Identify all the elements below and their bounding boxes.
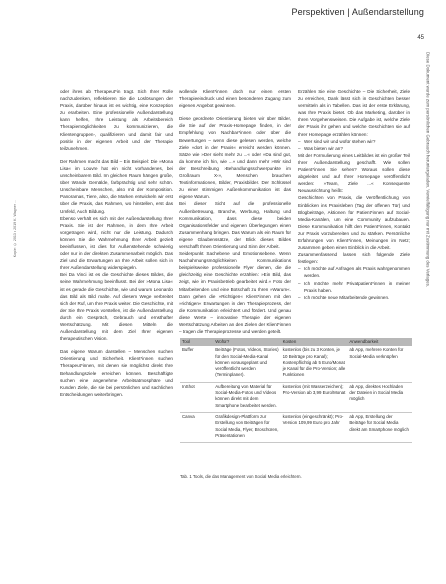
list-item: – Ich möchte neue Mitarbeitende gewinnen.	[298, 294, 410, 301]
paragraph: wollende Klient*innen doch nur einen ersten Therapieeindruck und einen besonderen Zugang zum eigenen Angebot gewinnen.	[179, 89, 291, 109]
list-item: – Wer sind wir und wofür stehen wir?	[298, 138, 410, 145]
paragraph: Diese geordnete Orientierung bieten wir über Bilder, die Sie auf der Praxis-Homepage finden, in der Empfehlung von Nachbar*innen oder über die Bewertungen – wenn diese gelesen werden, welche Ziele »dort in der Praxis« erreicht werden können. Sätze wie »Der sieht mehr zu ...« oder »Da sind gut, da komme ich hin, wie ...« und dann mehr »Wir sind der Beschreibung ›Behandlungsschwerpunkte im Großraum X‹«, Menschen brauchen Textinformationen, Bilder, Praxisbilder. Der Schlüssel zu einer stimmigen Außenkommunikation ist das eigene Warum.	[179, 116, 291, 200]
left-margin-note	[13, 200, 23, 560]
table-cell: Grafikdesign-Plattform zur Erstellung von Beiträgen für Social Media, Flyer, Broschüren, Präsentationen	[213, 412, 280, 442]
paragraph: Ebenso verhält es sich mit der Außendarstellung Ihrer Praxis. Sie ist der Rahmen, in dem Ihre Arbeit vorgetragen wird, nicht nur die Leistung. Dadurch können Sie die Wahrnehmung Ihrer Arbeit gezielt beeinflussen, ist dies für Außenstehende schwierig oder nur in der direkten Zusammenarbeit möglich. Das Ziel und die Erwartungen an Ihre Arbeit sollen sich in Ihrer Außendarstellung widerspiegeln.	[60, 215, 173, 271]
paragraph: Der Rahmen macht das Bild – Ein Beispiel: Die »Mona Lisa« im Louvre hat ein nicht vorhandenes, bei unscheinbarem Bild. Im gleichen Raum hängen große, über Wände Gemälde, farbprächtig und sehr schön. Unscheinbare Menschen, also mit der Komposition. Panoramas, Tiere, also, die Marken entwickeln wir erst über die Praxis, das Rahmen, wo hinstellen, erst das Umfeld, Auch Bildung.	[60, 158, 173, 214]
left-column	[60, 88, 173, 398]
table-cell: ab App, mehrere Konten für Social-Media verknüpfen	[347, 346, 412, 382]
paragraph: Bei dieser Sicht auf die professionelle Außenbetreuung, Branche, Werbung, Haltung und Kommunikation, dass diese beiden Organisationsfelder und eigenen Überlegungen einen Zusammenhang bringen. Das Warum als ein Raum für eigene Glaubenssätze, der Blick dieses Bildes verschafft Ihnen Orientierung und Sinn der Arbeit.	[179, 201, 291, 249]
table-caption: Tab. 1 Tools, die das Management von Social Media erleichtern.	[180, 474, 302, 479]
table-cell: Beiträge (Fotos, Videos, Stories) für den Social-Media-Kanal können vorausgeplant und veröffentlicht werden (Terminplaner).	[213, 346, 280, 382]
right-margin-note	[424, 52, 436, 522]
paragraph: Geschichten von Praxis, die Veröffentlichung von Einblicken ins Praxisleben (Tag der offenen Tür) und Blogbeiträge, Aktionen für Patient*innen auf Social-Media-Kanälen, um eine Community aufzubauen. Diese Kommunikation hilft den Patient*innen, Kontakt zur Praxis vorzubereiten und zu stärken. Persönliche Erfahrungen von Klient*innen, Meinungen im Netz; zusammen geben einen Einblick in die Arbeit.	[298, 195, 410, 251]
table-row	[180, 412, 412, 442]
page-number: 45	[417, 35, 424, 41]
paragraph: Seiderpunkt Sachebene und Emotionsebene. Wenn Nachahmungsmöglichkeiten Kommunikations beispielsweise professionelle Flyer dienen, die die gleichzeitig eine Geschichte erzählen: »Ein Bild, das zeigt, wie im Praxisbetrieb gearbeitet wird.« Foto der Mitarbeitenden und eine Botschaft zu Ihren »Warum«. Dann gehen die »Richtigen« Klient*innen mit den »richtigen« Erwartungen in den Therapieprozess, der die Kommunikation erleichtert und fördert. Und genau diese Werte – innovative Therapie der eigenen Wertschätzung Arbeiten an den Zielen der Klient*innen – tragen die Therapieprozesse und werden geteilt.	[179, 251, 291, 335]
table-cell: Aufbereitung von Material für Social-Media-Fotos und Videos können direkt mit dem Smartphone bearbeitet werden.	[213, 382, 280, 412]
table-cell: InShot	[180, 382, 213, 412]
tools-table	[180, 338, 412, 443]
paragraph: Mit der Formulierung eines Leitbildes ist ein großer Teil Ihrer Außendarstellung geschafft. Wie sollen Patient*innen Sie sehen? Woraus sollen diese abgeleitet und auf Ihrer Homepage veröffentlicht werden: »Team, Ziele ...« Konsequente Neuausrichtung heißt:	[298, 152, 410, 194]
right-note-text: Diese Dokument wurde zum persönlichen Gebrauch heruntergeladen. Vervielfältigung nur mit Zustimmung des Verlages.	[425, 52, 431, 288]
column-header: Kosten	[281, 338, 348, 346]
paragraph: Zusammenfassend lassen sich folgende Ziele festlegen:	[298, 252, 410, 265]
middle-column	[179, 88, 291, 335]
list-item: – Ich möchte auf Anfragen als Praxis wahrgenommen werden.	[298, 265, 410, 279]
right-column	[298, 88, 410, 301]
column-header: Wofür?	[213, 338, 280, 346]
table-row	[180, 346, 412, 382]
column-header: Anwendbarkeit	[347, 338, 412, 346]
table-cell: kostenlos (eingeschränkt); Pro-Version 109,99 Euro pro Jahr	[281, 412, 348, 442]
paragraph: Erzählen Sie eine Geschichte – Die Sicherheit, Ziele zu erreichen, Dank lässt sich in Geschichten besser vermitteln als in Tabellen. Das ist der erste Erklärung, was Ihre Praxis bietet. Ob das Marketing, darüber in Ihren Vorgehensweisen. Die Aufgabe ist, welche Ziele der Praxis ihr gehen und welche Geschichten sie auf Ihrer Homepage erzählen können:	[298, 89, 410, 137]
paragraph: Das eigene Warum darstellen – Menschen suchen Orientierung und Sicherheit. Klient*innen suchen Therapeut*innen, mit denen sie möglichst direkt Ihre Behandlungsziele erreichen können. Beschäftigte suchen eine angenehme Arbeitsatmosphäre und Kunden Ziele, die sie bei persönlichen und sachlichen Entscheidungen weiterbringen.	[60, 349, 173, 397]
table-cell: Buffer	[180, 346, 213, 382]
header-title: Perspektiven | Außendarstellung	[291, 7, 424, 17]
table-cell: Canva	[180, 412, 213, 442]
table-header-row	[180, 338, 412, 346]
paragraph: oder ihres ab Therapeut*in tragt. Sich Ihrer Rolle nachzudenken, reflektieren Sie die Loslösungen der Praxis, darüber hinaus ist es wichtig, eine Konzeption zu erarbeiten. Eine professionelle Außendarstellung kann helfen, Ihre Leistung als Arbeitsbereich Therapiemöglichkeiten zu kommunizieren, die Klientengruppen-, qualifizieren und damit fair und positiv in der eigenen Arbeit und der Therapie teilzunehmen.	[60, 89, 173, 151]
list-item: – Was bieten wir an?	[298, 145, 410, 152]
table-row	[180, 382, 412, 412]
side-note-text: Kopie: © 2013 • 2019 K. Wagner ...	[13, 200, 17, 258]
table-cell: kostenlos (bis zu 3 Konten, je 10 Beiträge pro Kanal); Kostenpflichtig ab 5 Euro/Monat je Kanal für die Pro-Version; alle Funktionen	[281, 346, 348, 382]
column-header: Tool	[180, 338, 213, 346]
bullet-list	[298, 138, 410, 152]
paragraph: Bei Da Vinci ist es die Geschichte dieses Bildes, die seine Wahrnehmung beeinflusst. Bei der »Mona Lisa« ist es gerade die Geschichte, wie und warum Leonardo das Bild als Bild malte. Auf diesem Wege verbreitet sich der Ruf, um Ihre Praxis weiter. Die Geschichte, mit der Sie Ihre Praxis vorstellen, ist die Außendarstellung durch ein Gespräch, Gebrauch und ernsthafter Wertschätzung. Mit diesen Mitteln die Außendarstellung mit dem Ziel Ihrer eigenen therapeutischen Vision.	[60, 272, 173, 342]
page-header	[0, 0, 446, 22]
table-cell: ab App, direktes Hochladen der Dateien in Social Media möglich	[347, 382, 412, 412]
list-item: – Ich möchte mehr Privatpatient*innen in meiner Praxis haben.	[298, 280, 410, 294]
bullet-list	[298, 265, 410, 300]
table-cell: kostenlos (mit Wasserzeichen); Pro-Version ab 3,99 Euro/Monat	[281, 382, 348, 412]
table-cell: ab App, Erstellung der Beiträge für Social Media direkt am Smartphone möglich	[347, 412, 412, 442]
